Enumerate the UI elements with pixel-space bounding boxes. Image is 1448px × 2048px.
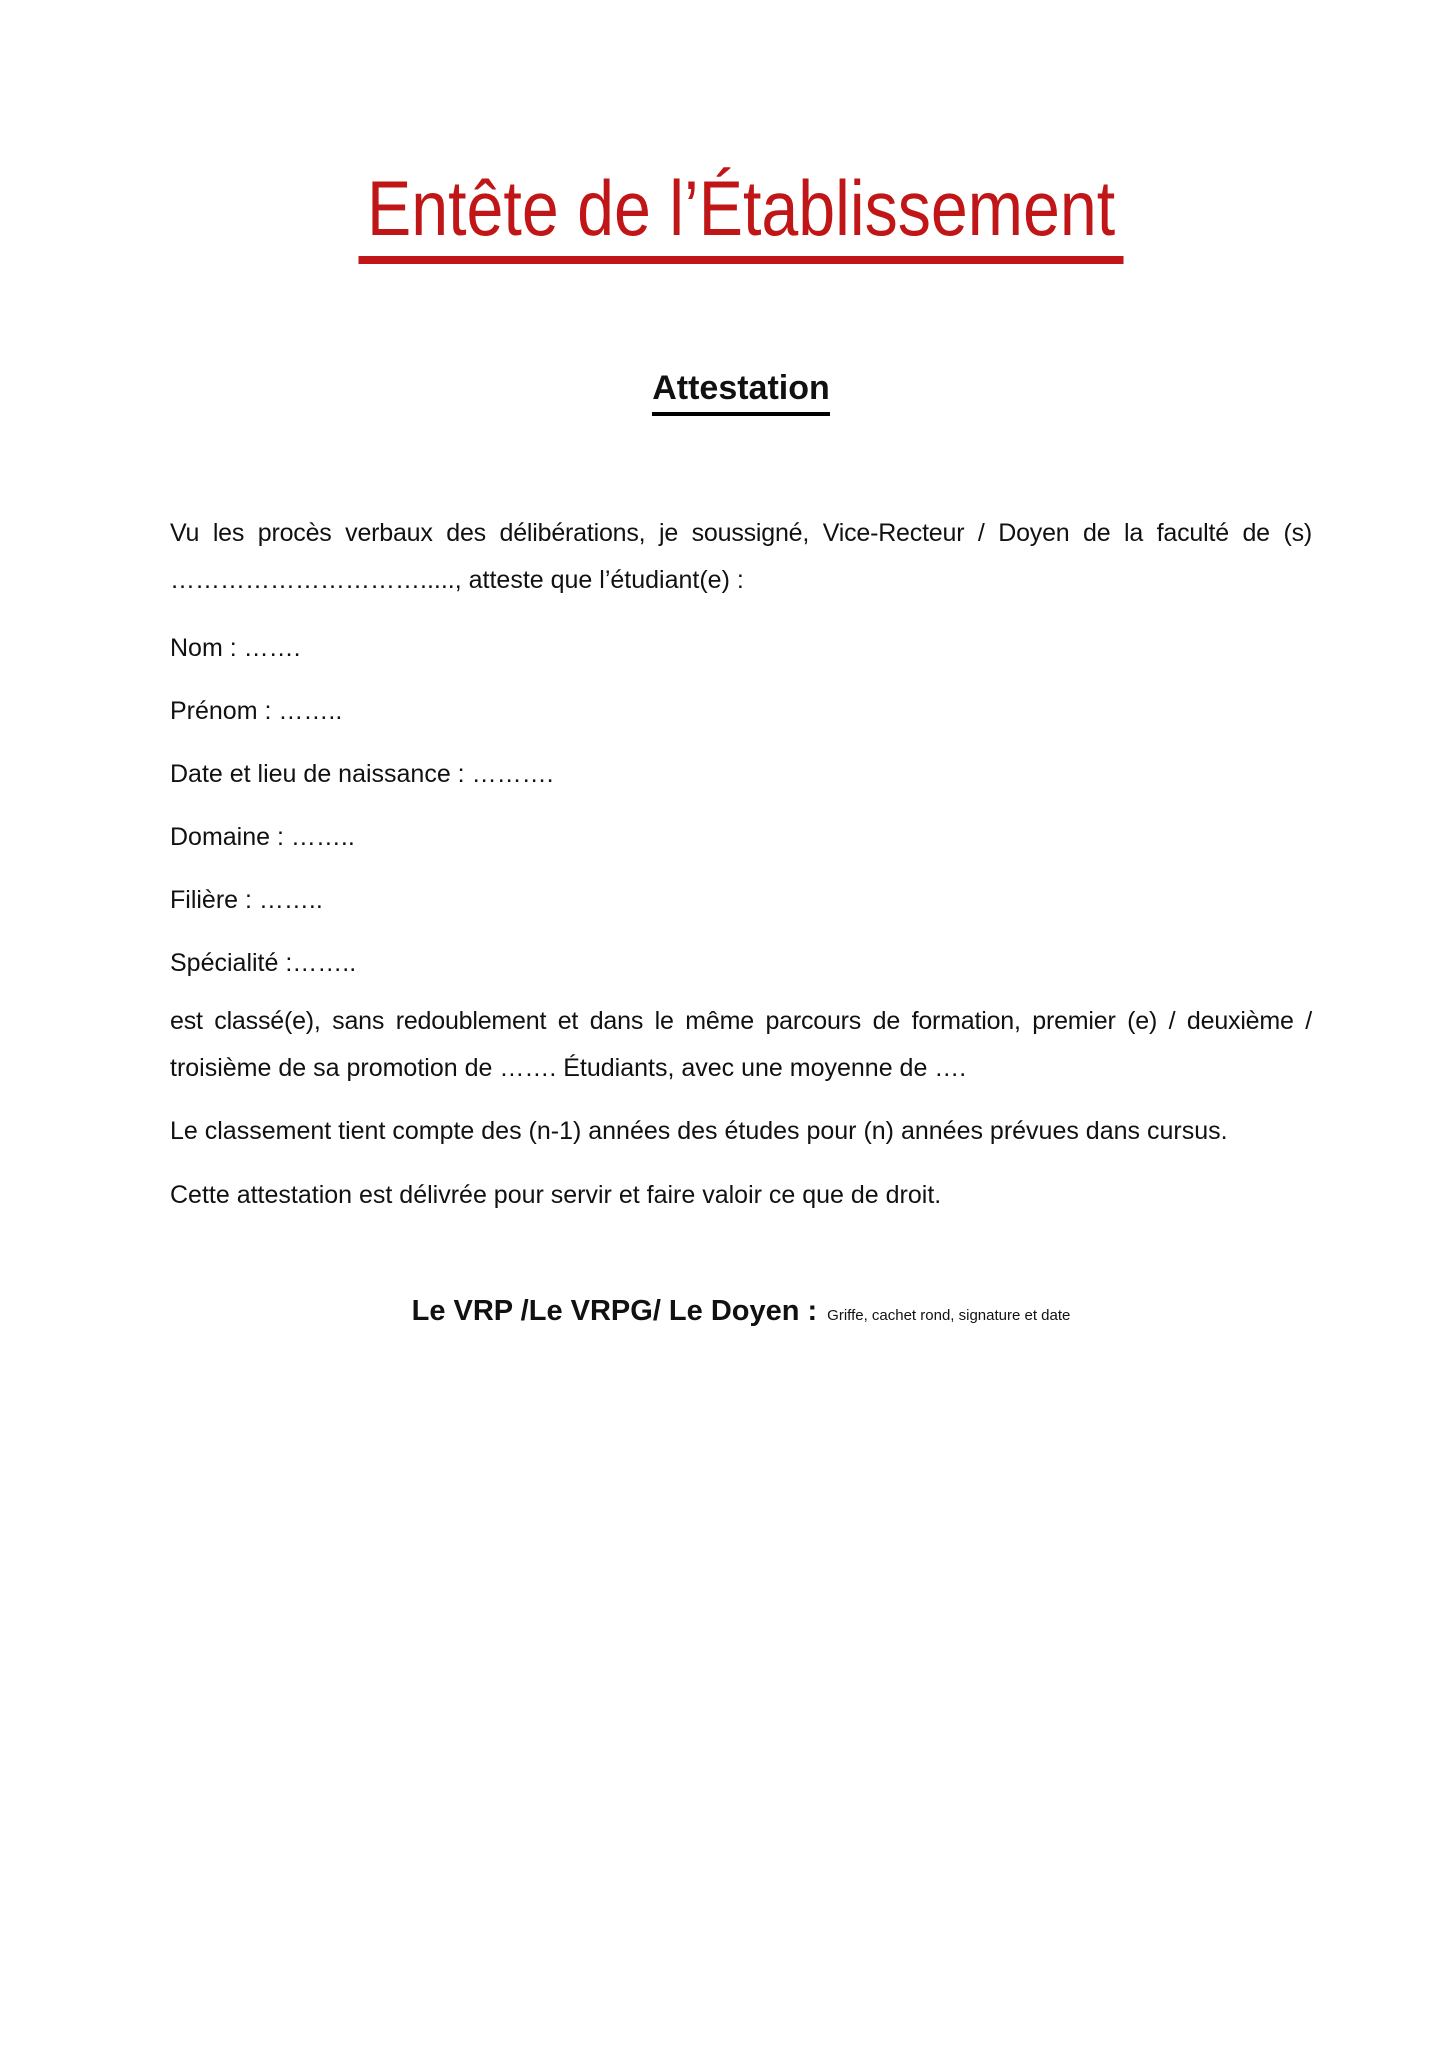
signature-line bbox=[170, 1288, 1312, 1339]
document-title bbox=[170, 368, 1312, 416]
document-header bbox=[170, 166, 1312, 264]
field-domaine: Domaine : …….. bbox=[170, 823, 355, 851]
ranking-paragraph bbox=[170, 998, 1312, 1092]
field-nom: Nom : ……. bbox=[170, 634, 301, 662]
intro-line-1: Vu les procès verbaux des délibérations, je soussigné, Vice-Recteur / Doyen de la faculté de (s) bbox=[170, 519, 1312, 547]
validity-text: Cette attestation est délivrée pour servir et faire valoir ce que de droit. bbox=[170, 1181, 942, 1209]
establishment-header-title: Entête de l’Établissement bbox=[358, 166, 1123, 264]
document-title-text: Attestation bbox=[652, 368, 830, 416]
field-specialite: Spécialité :…….. bbox=[170, 949, 357, 977]
field-prenom: Prénom : …….. bbox=[170, 697, 343, 725]
validity-paragraph bbox=[170, 1172, 1312, 1219]
ranking-line-1: est classé(e), sans redoublement et dans le même parcours de formation, premier (e) / deuxième / bbox=[170, 1007, 1312, 1035]
signature-note: Griffe, cachet rond, signature et date bbox=[827, 1307, 1071, 1324]
intro-paragraph bbox=[170, 510, 1312, 604]
signature-title: Le VRP /Le VRPG/ Le Doyen : bbox=[411, 1295, 818, 1327]
field-naissance: Date et lieu de naissance : ………. bbox=[170, 760, 554, 788]
field-filiere: Filière : …….. bbox=[170, 886, 323, 914]
student-fields bbox=[170, 625, 1312, 1003]
ranking-line-2: troisième de sa promotion de ……. Étudiants, avec une moyenne de …. bbox=[170, 1054, 967, 1082]
classement-text: Le classement tient compte des (n-1) années des études pour (n) années prévues dans cursus. bbox=[170, 1117, 1228, 1145]
classement-paragraph bbox=[170, 1108, 1312, 1155]
intro-line-2: …………………………....., atteste que l’étudiant(e) : bbox=[170, 566, 744, 594]
